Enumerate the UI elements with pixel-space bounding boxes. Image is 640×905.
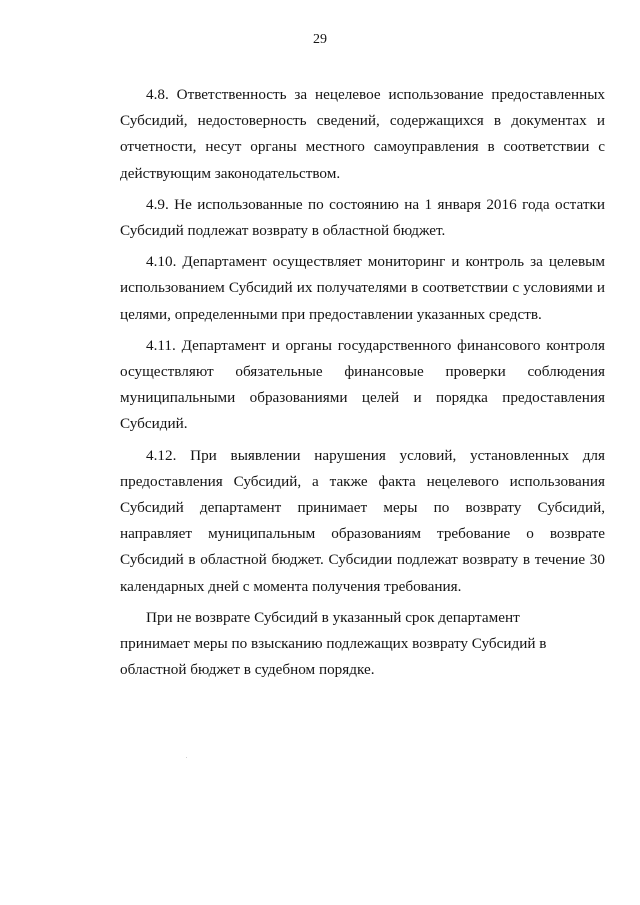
paragraph-4-11-line-4: Субсидий. (120, 415, 188, 433)
page-number: 29 (313, 32, 327, 47)
paragraph-4-8: 4.8. Ответственность за нецелевое использование предоставленных Субсидий, недостоверность сведений, содержащихся в документах и отчетности, несут органы местного самоуправления в соответствии с действующим законодательством. (120, 86, 605, 182)
paragraph-4-10: 4.10. Департамент осуществляет мониторинг и контроль за целевым использованием Субсидий их получателями в соответствии с условиями и целями, определенными при предоставлении указанных средств. (120, 253, 605, 323)
paragraph-4-12: 4.12. При выявлении нарушения условий, установленных для предоставления Субсидий, а также факта нецелевого использования Субсидий департамент принимает меры по возврату Субсидий, направляет муниципальным образованиям требование о возврате Субсидий в областной бюджет. Субсидии подлежат возврату в течение 30 календарных дней с момента получения требования. (120, 446, 605, 595)
paragraph-4-11-line-3: муниципальными образованиями целей и порядка предоставления (120, 389, 605, 407)
paragraph-4-11 (120, 333, 605, 438)
scan-speck (186, 757, 187, 758)
paragraph-4-11-line-1: 4.11. Департамент и органы государственного финансового контроля (146, 336, 605, 354)
paragraph-4-9: 4.9. Не использованные по состоянию на 1 января 2016 года остатки Субсидий подлежат возврату в областной бюджет. (120, 195, 605, 240)
document-body (120, 82, 605, 688)
paragraph-4-11-line-2: осуществляют обязательные финансовые проверки соблюдения (120, 363, 605, 381)
paragraph-final: При не возврате Субсидий в указанный срок департамент принимает меры по взысканию подлежащих возврату Субсидий в областной бюджет в судебном порядке. (120, 608, 547, 679)
